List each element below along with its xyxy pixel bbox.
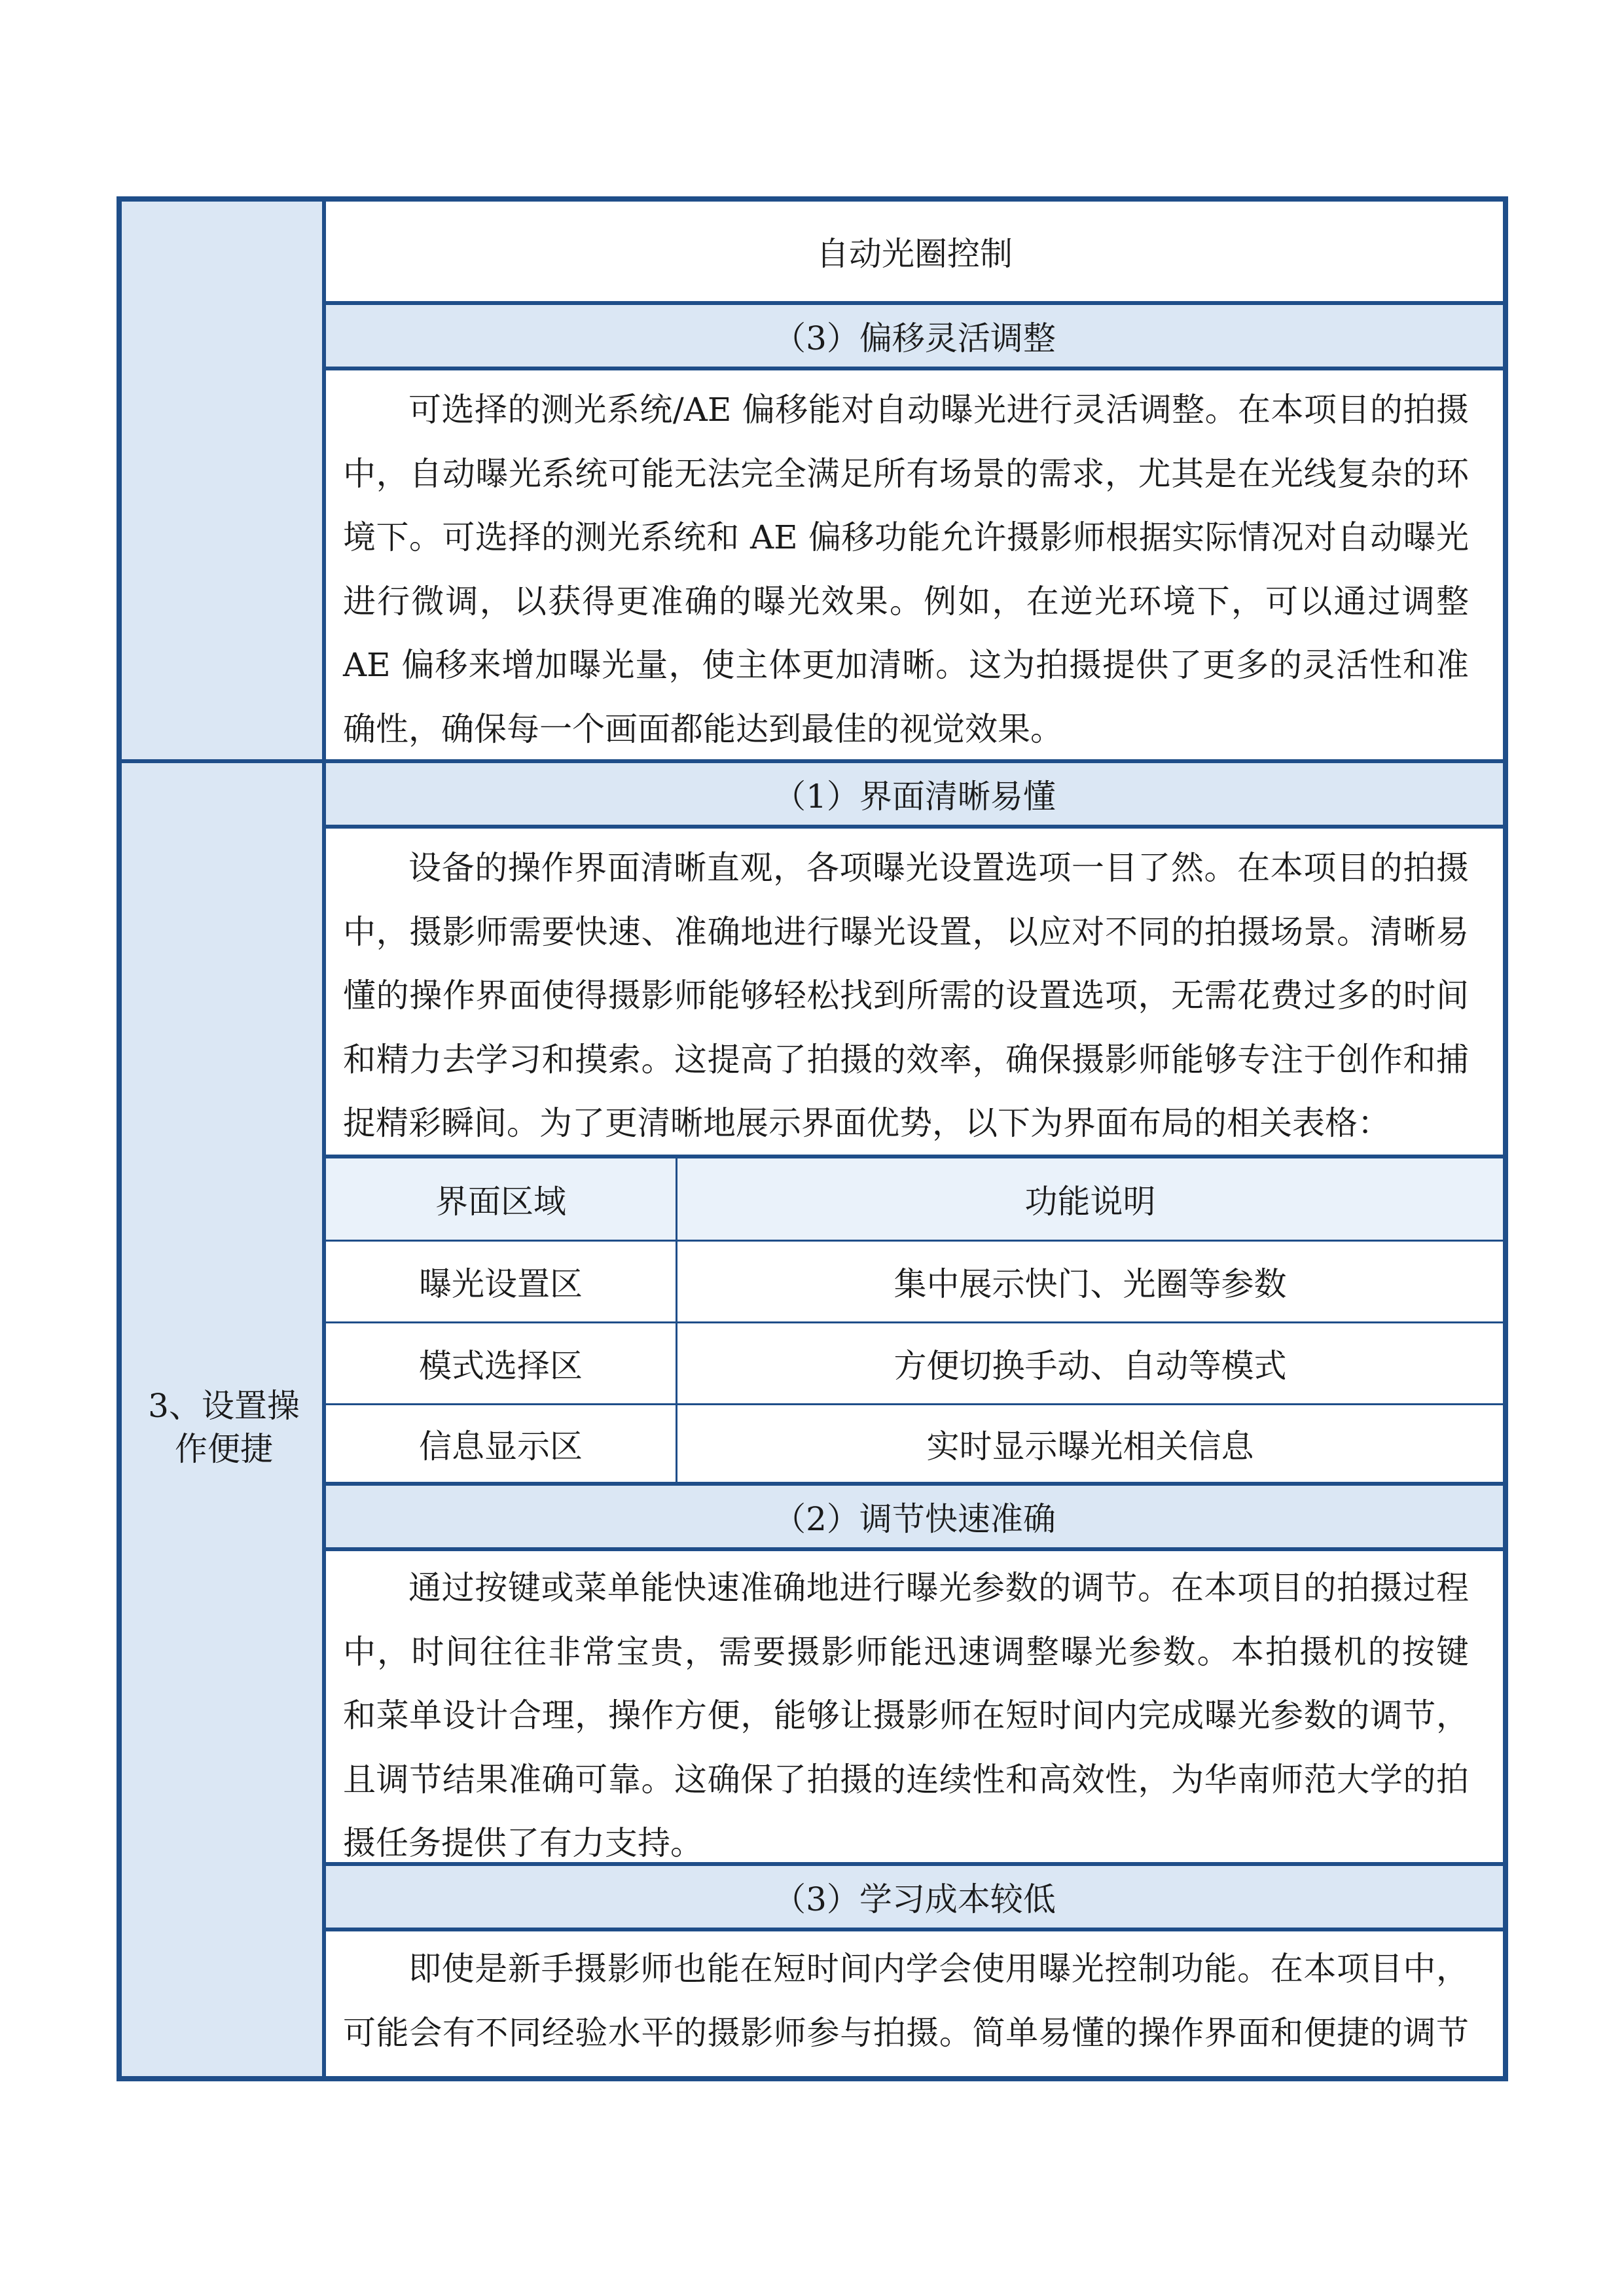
left-label-column	[122, 202, 326, 2076]
text-line: 懂的操作界面使得摄影师能够轻松找到所需的设置选项，无需花费过多的时间	[343, 977, 1469, 1014]
table-cell: 信息显示区	[419, 1427, 583, 1465]
title-row: 自动光圈控制	[816, 235, 1013, 273]
text-line: 中，自动曝光系统可能无法完全满足所有场景的需求，尤其是在光线复杂的环	[343, 454, 1469, 493]
s3-sub3-heading: （3）学习成本较低	[773, 1880, 1056, 1918]
s3-sub1-paragraph	[343, 836, 1469, 1156]
text-line: 即使是新手摄影师也能在短时间内学会使用曝光控制功能。在本项目中，	[408, 1950, 1469, 1988]
text-line: 中，摄影师需要快速、准确地进行曝光设置，以应对不同的拍摄场景。清晰易	[343, 912, 1469, 951]
text-line: 可能会有不同经验水平的摄影师参与拍摄。简单易懂的操作界面和便捷的调节	[343, 2013, 1469, 2052]
table-header-function: 功能说明	[1024, 1183, 1156, 1221]
rule	[326, 1928, 1503, 1931]
content-table	[117, 196, 1508, 2081]
text-line: 确性，确保每一个画面都能达到最佳的视觉效果。	[343, 709, 1063, 748]
text-line: 且调节结果准确可靠。这确保了拍摄的连续性和高效性，为华南师范大学的拍	[343, 1760, 1469, 1799]
table-cell: 曝光设置区	[419, 1265, 583, 1303]
table-header-area: 界面区域	[435, 1183, 566, 1221]
table-cell: 实时显示曝光相关信息	[926, 1427, 1254, 1465]
s2-sub3-heading: （3）偏移灵活调整	[773, 319, 1056, 357]
text-line: 境下。可选择的测光系统和 AE 偏移功能允许摄影师根据实际情况对自动曝光	[343, 518, 1469, 556]
text-line: 和菜单设计合理，操作方便，能够让摄影师在短时间内完成曝光参数的调节，	[343, 1696, 1469, 1734]
rule	[326, 825, 1503, 829]
s3-sub1-heading: （1）界面清晰易懂	[773, 778, 1056, 816]
table-cell: 集中展示快门、光圈等参数	[893, 1265, 1287, 1303]
text-line: 可选择的测光系统/AE 偏移能对自动曝光进行灵活调整。在本项目的拍摄	[408, 391, 1469, 429]
text-line: 进行微调，以获得更准确的曝光效果。例如，在逆光环境下，可以通过调整	[343, 582, 1469, 620]
text-line: 中，时间往往非常宝贵，需要摄影师能迅速调整曝光参数。本拍摄机的按键	[343, 1632, 1469, 1671]
rule	[326, 1547, 1503, 1551]
section3-label-line: 作便捷	[175, 1430, 273, 1468]
text-line: AE 偏移来增加曝光量，使主体更加清晰。这为拍摄提供了更多的灵活性和准	[343, 646, 1469, 684]
text-line: 捉精彩瞬间。为了更清晰地展示界面优势，以下为界面布局的相关表格：	[343, 1104, 1390, 1142]
s3-sub2-heading: （2）调节快速准确	[773, 1500, 1056, 1538]
section3-label-line: 3、设置操	[148, 1387, 300, 1425]
section3-label	[122, 1384, 326, 1471]
text-line: 设备的操作界面清晰直观，各项曝光设置选项一目了然。在本项目的拍摄	[408, 849, 1469, 887]
s3-sub2-paragraph	[343, 1556, 1469, 1876]
rule	[326, 367, 1503, 370]
s3-sub3-paragraph	[343, 1937, 1469, 2065]
text-line: 和精力去学习和摸索。这提高了拍摄的效率，确保摄影师能够专注于创作和捕	[343, 1040, 1469, 1079]
text-line: 通过按键或菜单能快速准确地进行曝光参数的调节。在本项目的拍摄过程	[408, 1569, 1469, 1607]
table-cell: 方便切换手动、自动等模式	[893, 1347, 1287, 1385]
table-cell: 模式选择区	[419, 1347, 583, 1385]
text-line: 摄任务提供了有力支持。	[343, 1824, 703, 1862]
s2-sub3-paragraph	[343, 378, 1469, 761]
